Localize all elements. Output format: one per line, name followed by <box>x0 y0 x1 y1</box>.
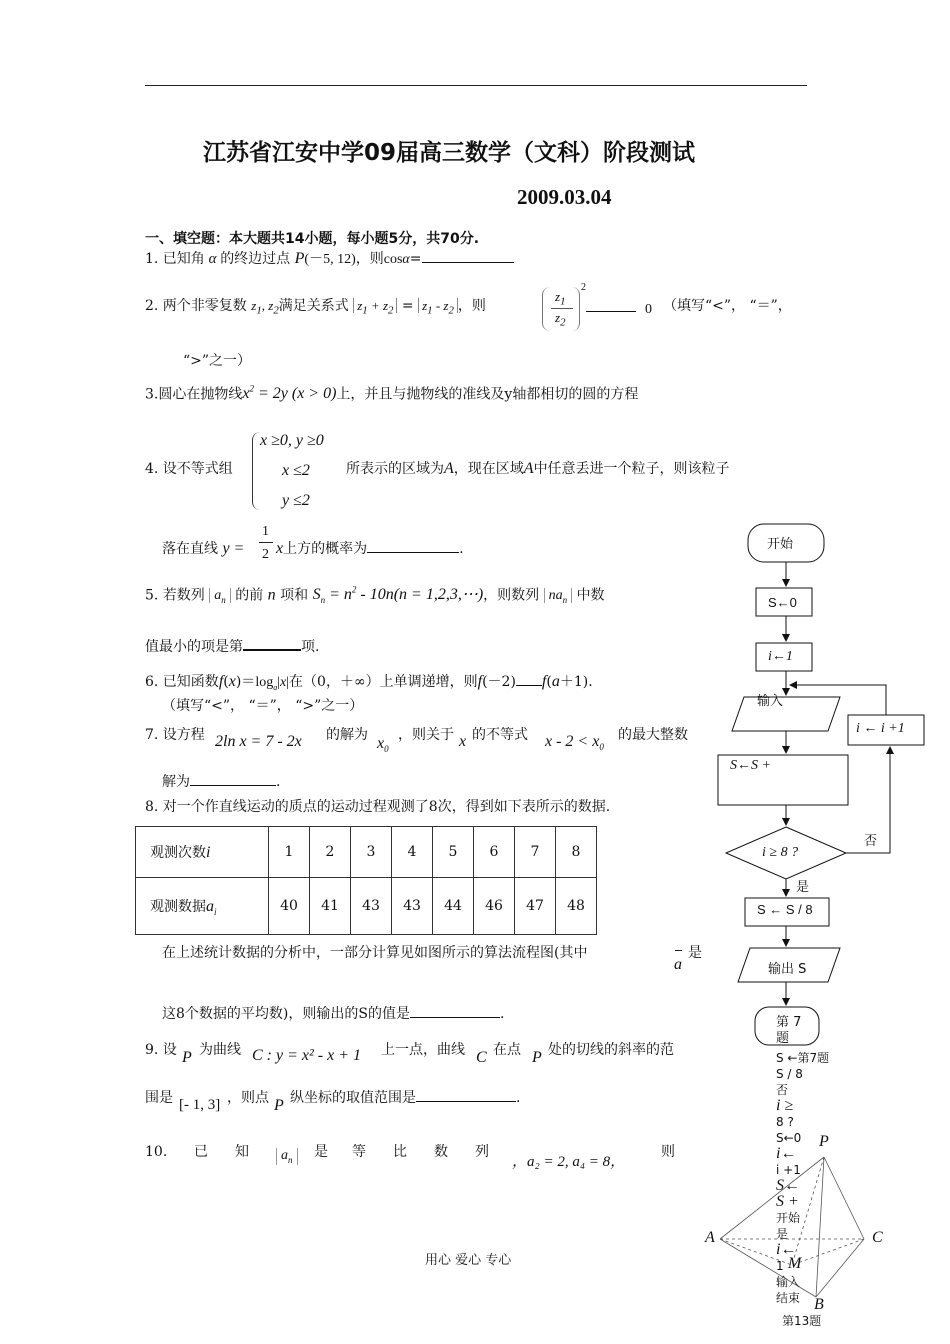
answer-blank-6[interactable] <box>516 685 542 686</box>
q1-point: (－5, 12) <box>304 252 356 267</box>
vertex-m: M <box>788 1255 802 1272</box>
overlay-item: 是 <box>776 1227 789 1241</box>
q5-text-e: 中数 <box>576 587 605 604</box>
q6-text-a: 6. 已知函数 <box>145 674 219 690</box>
vertex-p: P <box>819 1133 829 1150</box>
abs-diff: $z_1 - z_2$ <box>418 298 458 313</box>
question-6: 6. 已知函数$f(x)=\log_a|x|$在（0，＋∞）上单调递增，则f(－2) f(a＋1). <box>145 673 593 692</box>
q9-text-i: . <box>516 1090 521 1106</box>
q6-text-d: ( <box>546 674 552 690</box>
q9-text-g: ，则点 <box>227 1090 269 1106</box>
q2-zero: 0 <box>645 302 652 317</box>
q4-text-e: 落在直线 <box>162 541 218 557</box>
header-rule <box>145 85 807 86</box>
abs-sum: $z_1 + z_2$ <box>353 298 397 313</box>
frac-den: 2 <box>262 547 269 562</box>
q10-text-b: 已 <box>194 1144 208 1160</box>
frac-num: 1 <box>262 524 269 539</box>
region-a: A <box>444 460 454 477</box>
q5-text-d: ，则数列 <box>483 587 540 604</box>
q7-text-a: 7. 设方程 <box>145 727 205 743</box>
question-5 <box>145 581 605 610</box>
q5-text-f: 值最小的项是第 <box>145 639 243 655</box>
q6-text-f: （填写“<”， “＝”， “>”之一） <box>162 698 364 714</box>
row-header-data <box>136 878 269 935</box>
fc-i1-label: i←1 <box>768 649 793 664</box>
q7-line-2 <box>162 773 280 791</box>
q3-text-a: 3.圆心在抛物线 <box>145 386 243 403</box>
ineq-line-1: x ≥0, y ≥0 <box>260 432 324 449</box>
q7-ineq-text: x - 2 < x <box>545 733 600 750</box>
fc-end-line-1: 第 7 <box>776 1015 802 1030</box>
seq-nan: $na_n$ <box>544 588 573 603</box>
overlay-item: S / 8 <box>776 1067 803 1081</box>
line-eq: y = <box>222 540 245 557</box>
q9-text-f: 围是 <box>145 1090 173 1106</box>
q10-text-c: 知 <box>235 1144 249 1160</box>
table-cell: 1 <box>269 827 310 878</box>
x-var: x <box>276 540 284 557</box>
q4-line-2 <box>162 540 244 558</box>
table-row <box>136 878 597 935</box>
edge-pb <box>816 1157 824 1297</box>
table-cell: 40 <box>269 878 310 935</box>
fc-s0-label: S←0 <box>768 595 797 610</box>
q8-text-c: 是 <box>688 945 702 961</box>
fc-inc-label: i ← i +1 <box>856 721 905 736</box>
question-3 <box>145 380 638 403</box>
page-footer: 用心 爱心 专心 <box>425 1253 512 1268</box>
q7-text-g: . <box>276 774 281 790</box>
table-cell: 43 <box>392 878 433 935</box>
frac-bar <box>259 542 273 543</box>
q10-condition: ，a₂ = 2, a₄ = 8， <box>512 1154 626 1170</box>
q9-text-a: 9. 设 <box>145 1042 177 1058</box>
q8-text-a: 8. 对一个作直线运动的质点的运动过程观测了8次，得到如下表所示的数据. <box>145 799 611 815</box>
page-title: 江苏省江安中学09届高三数学（文科）阶段测试 <box>203 140 696 166</box>
algorithm-flowchart <box>700 515 940 1075</box>
q7-equation: 2ln x = 7 - 2x <box>215 733 302 750</box>
q4-text-b: 所表示的区域为 <box>346 461 444 477</box>
q9-text-d: 在点 <box>493 1042 521 1058</box>
q9-text-c: 上一点，曲线 <box>381 1042 465 1058</box>
table-cell: 47 <box>515 878 556 935</box>
edge-pa <box>720 1157 824 1239</box>
x-var-7: x <box>459 733 467 750</box>
section-heading: 一、填空题：本大题共14小题，每小题5分，共70分. <box>145 231 480 247</box>
q7-inequality: $x - 2 < x_0$ <box>545 733 604 753</box>
q8-line-2 <box>162 1005 504 1023</box>
q7-text-e: 的最大整数 <box>618 727 688 743</box>
q9-line-2 <box>290 1089 520 1107</box>
q5-text-a: 5. 若数列 <box>145 587 205 604</box>
vertex-b: B <box>814 1296 824 1313</box>
q5-text-c: 项和 <box>280 587 309 604</box>
table-cell: 6 <box>474 827 515 878</box>
q10-text-e: 等 <box>352 1144 366 1160</box>
n-var: n <box>267 586 276 604</box>
q5-text-b: 的前 <box>235 587 264 604</box>
q9-text-h: 纵坐标的取值范围是 <box>290 1090 416 1106</box>
edge-pm <box>792 1157 824 1265</box>
log-expr: $\log_a|x|$ <box>255 675 290 692</box>
ratio-bar <box>551 308 573 309</box>
overlay-line-1: S ←第7题 <box>776 1051 830 1065</box>
q2-text-b: 满足关系式 <box>278 298 349 314</box>
table-row <box>136 827 597 878</box>
fc-end-label <box>776 1015 801 1047</box>
q4-line-2b: x上方的概率为 . <box>276 540 464 557</box>
q10-text-h: 列 <box>475 1144 489 1160</box>
seq-symbol: a <box>281 1148 288 1163</box>
answer-blank-5[interactable] <box>243 649 301 651</box>
overlay-item: S + <box>776 1193 799 1210</box>
input-node <box>732 697 840 731</box>
observation-table <box>135 826 597 935</box>
parabola-eq: $x^2 = 2y$ (x > 0) <box>242 384 337 403</box>
q2-text-c: ，则 <box>457 298 486 314</box>
q8-text-b: 在上述统计数据的分析中，一部分计算见如图所示的算法流程图(其中 <box>162 945 588 961</box>
table-cell: 41 <box>310 878 351 935</box>
edge-ab <box>720 1239 816 1297</box>
q4-text-rest <box>346 460 730 478</box>
fc-start-label: 开始 <box>767 537 794 552</box>
overlay-item: 否 <box>776 1083 789 1097</box>
q1-text-c: ，则 <box>355 251 384 267</box>
overlay-item: 开始 <box>776 1211 801 1225</box>
ineq-line-2: x ≤2 <box>282 462 310 479</box>
vertex-c: C <box>872 1229 883 1246</box>
alpha-symbol: α <box>204 251 221 267</box>
edge-pc <box>824 1157 864 1239</box>
row1-symbol: i <box>206 844 211 861</box>
answer-blank-8[interactable] <box>410 1017 500 1018</box>
table-cell: 43 <box>351 878 392 935</box>
q6-text-e: ＋1). <box>559 674 593 690</box>
q8-text-d: 这8个数据的平均数)，则输出的S的值是 <box>162 1006 410 1022</box>
a-bar: a <box>674 956 682 974</box>
ratio-den: $z_2$ <box>555 310 566 329</box>
row2-label: 观测数据 <box>150 898 206 915</box>
overlay-item: i ≥ <box>776 1097 794 1114</box>
answer-blank-1[interactable] <box>422 262 514 263</box>
cos-alpha: cosα <box>383 252 410 267</box>
q4-text-d: 中任意丢进一个粒子，则该粒子 <box>533 461 730 477</box>
overlay-item: S← <box>776 1177 800 1194</box>
fc-sum-label: S←S + <box>730 758 771 773</box>
point-p: P <box>294 250 305 267</box>
fc-input-label: 输入 <box>757 694 784 709</box>
answer-blank-9[interactable] <box>416 1101 516 1102</box>
answer-blank-2[interactable] <box>586 311 636 312</box>
question-2: 2. 两个非零复数 $z_1$, $z_2$满足关系式 $z_1 + z_2 = z_1 - z_2$ ，则 <box>145 298 486 317</box>
seq-sub: n <box>288 1154 293 1165</box>
q2-text-d: （填写“<”， “＝”， <box>663 298 792 314</box>
overlay-item: 1 <box>776 1259 784 1273</box>
table-cell: 48 <box>556 878 597 935</box>
table-cell: 5 <box>433 827 474 878</box>
q10-text-i: 则 <box>661 1144 675 1160</box>
row1-label: 观测次数 <box>150 845 206 861</box>
fc-output-label: 输出 S <box>768 962 807 977</box>
q6-text-b: 在（0，＋∞）上单调递增，则 <box>289 674 478 690</box>
q4-text-a: 4. 设不等式组 <box>145 461 233 477</box>
q6-text-c: (－2) <box>482 674 516 690</box>
q10-text-a: 10. <box>145 1144 168 1160</box>
table-cell: 7 <box>515 827 556 878</box>
sn-formula: $S_n = n^2 - 10n(n$ = 1,2,3,⋯) <box>312 585 484 606</box>
q7-text-d: 的不等式 <box>472 727 528 743</box>
overlay-item: i +1 <box>776 1163 801 1177</box>
table-cell: 4 <box>392 827 433 878</box>
q10-text-f: 比 <box>393 1144 407 1160</box>
q2-text-a: 2. 两个非零复数 <box>145 298 247 314</box>
q7-text-b: 的解为 <box>326 727 368 743</box>
overlay-item: i← <box>776 1145 797 1162</box>
row2-symbol: a <box>206 897 214 915</box>
table-cell: 2 <box>310 827 351 878</box>
fc-end-line-2: 题 <box>776 1031 790 1046</box>
seq-an: $a_n$ <box>209 588 231 603</box>
q5-text-g: 项. <box>301 639 320 655</box>
exam-date: 2009.03.04 <box>517 185 612 209</box>
q4-text-f: 上方的概率为 <box>283 541 368 557</box>
q8-text-e: . <box>499 1006 505 1022</box>
fc-yes-label: 是 <box>796 880 810 895</box>
vertex-a: A <box>705 1229 715 1246</box>
figure-13-caption: 第13题 <box>782 1314 822 1328</box>
q3-text-b: 上，并且与抛物线的准线及y轴都相切的圆的方程 <box>336 386 639 403</box>
overlay-item: 输入 <box>776 1275 801 1289</box>
overlay-item: 8 ? <box>776 1115 794 1129</box>
row-header-index <box>136 827 269 878</box>
point-p-9b: P <box>532 1049 542 1066</box>
pyramid-figure <box>700 1135 900 1325</box>
overlay-item: S←0 <box>776 1131 802 1145</box>
table-cell: 3 <box>351 827 392 878</box>
fc-cond-label: i ≥ 8 ? <box>762 845 799 860</box>
ineq-line-3: y ≤2 <box>282 492 310 509</box>
table-cell: 8 <box>556 827 597 878</box>
table-cell: 46 <box>474 878 515 935</box>
x0-var: $x_0$ <box>377 735 389 755</box>
q4-text-c: ，现在区域 <box>453 461 524 477</box>
slope-range: [- 1, 3] <box>179 1097 221 1113</box>
z1-z2: $z_1$, $z_2$ <box>251 298 279 317</box>
q7-text-f: 解为 <box>162 774 190 790</box>
ratio-paren <box>542 287 580 331</box>
point-p-9c: P <box>274 1097 284 1114</box>
fc-no-label: 否 <box>864 834 878 849</box>
fx-def: f <box>218 673 224 690</box>
ratio-num: $z_1$ <box>555 289 566 308</box>
question-1 <box>145 250 514 269</box>
q1-text-a: 1. 已知角 <box>145 251 205 267</box>
seq-an-10 <box>276 1148 298 1165</box>
square-exponent: 2 <box>581 282 586 293</box>
q10-text-g: 数 <box>434 1144 448 1160</box>
q10-text-d: 是 <box>314 1144 328 1160</box>
answer-blank-4[interactable] <box>367 552 459 553</box>
q5-line-2 <box>145 638 319 656</box>
curve-c: C : y = x² - x + 1 <box>252 1047 362 1064</box>
row2-sub: i <box>214 906 217 917</box>
q9-text-e: 处的切线的斜率的范 <box>548 1042 674 1058</box>
overlay-item: 结束 <box>776 1291 801 1305</box>
q2-text-e: “>”之一） <box>183 353 252 369</box>
point-p-9: P <box>182 1049 192 1066</box>
q1-text-d: = <box>409 251 422 267</box>
q1-text-b: 的终边过点 <box>220 251 291 267</box>
q7-text-c: ，则关于 <box>398 727 454 743</box>
region-a-2: A <box>523 460 534 477</box>
answer-blank-7[interactable] <box>190 785 276 786</box>
q9-text-b: 为曲线 <box>199 1042 241 1058</box>
table-cell: 44 <box>433 878 474 935</box>
fc-div-label: S ← S / 8 <box>757 902 813 917</box>
curve-c-2: C <box>476 1049 487 1066</box>
overlay-item: i← <box>776 1241 797 1258</box>
